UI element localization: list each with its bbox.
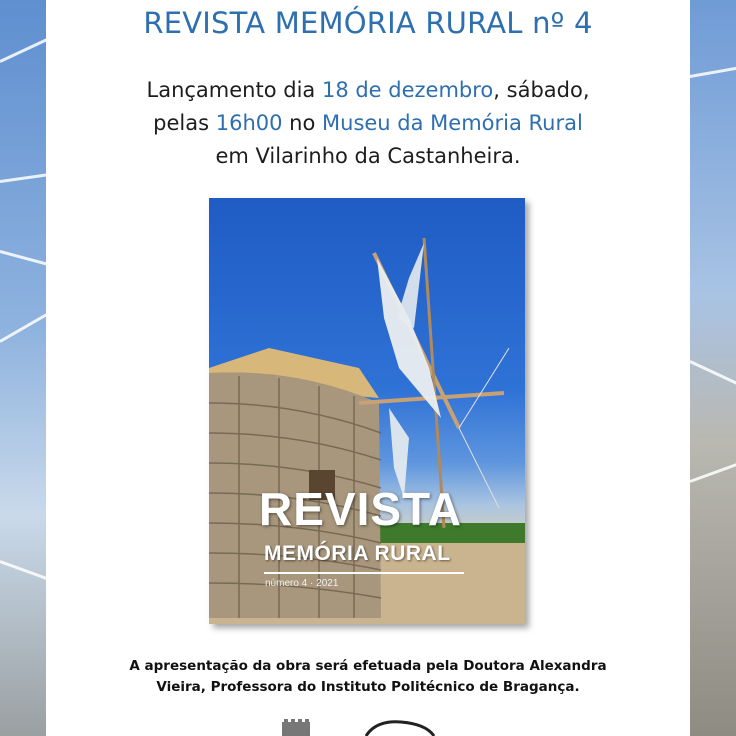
cover-issue-number: número 4 · 2021 xyxy=(265,578,339,589)
poster-panel xyxy=(46,0,690,736)
background-photo-left xyxy=(0,0,46,736)
presentation-line-2: Vieira, Professora do Instituto Politécnico de Bragança. xyxy=(156,679,580,695)
magazine-cover xyxy=(209,198,525,624)
launch-venue: Museu da Memória Rural xyxy=(322,111,583,135)
launch-line-1 xyxy=(46,74,690,107)
launch-text: no xyxy=(282,111,323,135)
museum-logo-icon xyxy=(366,722,434,736)
launch-date: 18 de dezembro xyxy=(321,78,494,102)
background-photo-right xyxy=(690,0,736,736)
launch-time: 16h00 xyxy=(215,111,283,135)
launch-line-2 xyxy=(46,107,690,140)
cover-title: REVISTA xyxy=(259,483,462,535)
cover-subtitle: MEMÓRIA RURAL xyxy=(264,542,451,565)
presentation-line-1: A apresentação da obra será efetuada pela Doutora Alexandra xyxy=(129,658,607,674)
municipality-crest-icon xyxy=(282,719,310,736)
launch-line-3: em Vilarinho da Castanheira. xyxy=(215,144,521,168)
sponsor-logos xyxy=(276,718,476,736)
poster-title: REVISTA MEMÓRIA RURAL nº 4 xyxy=(143,6,593,40)
launch-weekday: , sábado, xyxy=(493,78,590,102)
launch-text: Lançamento dia xyxy=(146,78,322,102)
presentation-info xyxy=(46,656,690,698)
launch-text: pelas xyxy=(153,111,216,135)
launch-info xyxy=(46,74,690,173)
cover-divider xyxy=(264,572,464,574)
